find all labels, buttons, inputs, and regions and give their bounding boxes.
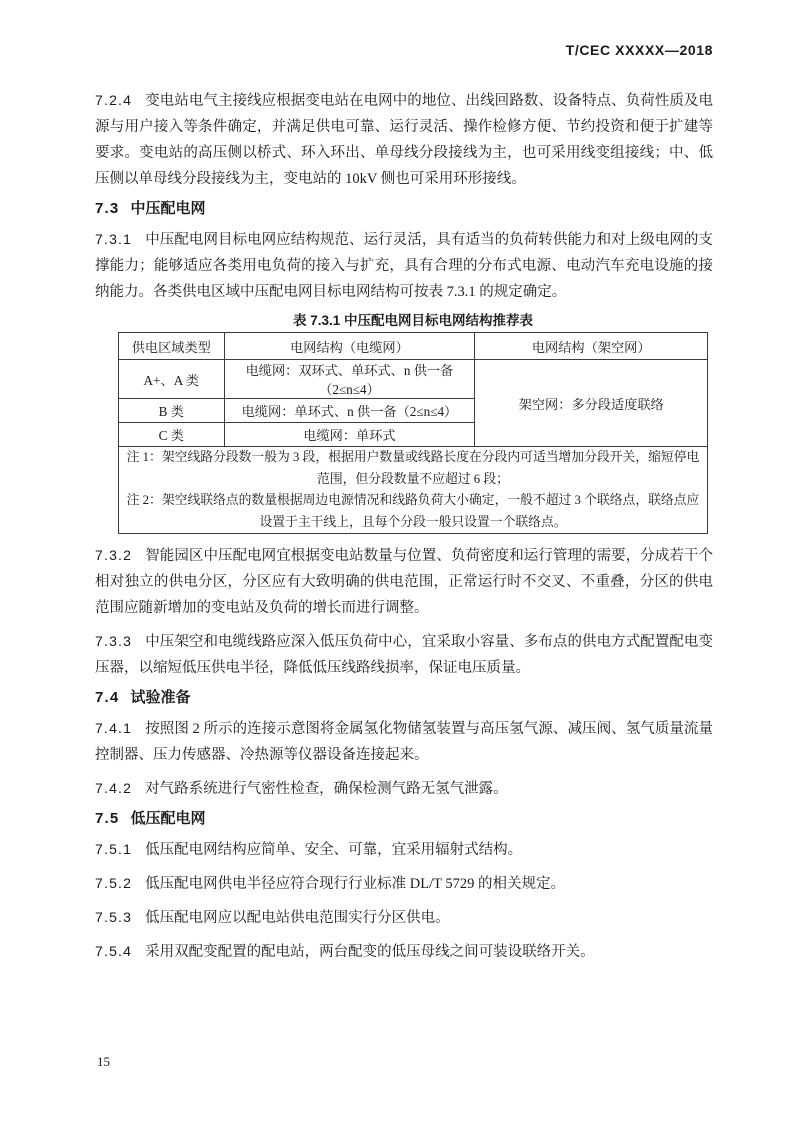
table-notes-cell: [119, 447, 708, 534]
heading-title: 低压配电网: [130, 810, 206, 827]
clause-number: 7.5.1: [95, 841, 133, 857]
clause-7-4-2: [95, 775, 713, 802]
clause-number: 7.4.1: [95, 720, 133, 736]
heading-title: 试验准备: [130, 689, 191, 706]
heading-number: 7.4: [95, 689, 120, 706]
heading-7-5: [95, 809, 713, 829]
table-note-1: 注 1：架空线路分段数一般为 3 段，根据用户数量或线路长度在分段内可适当增加分段开关，缩短停电范围，但分段数量不应超过 6 段；: [126, 450, 700, 486]
clause-7-5-4: [95, 938, 713, 965]
clause-number: 7.5.3: [95, 909, 133, 925]
clause-number: 7.4.2: [95, 780, 133, 796]
table-note-2: 注 2：架空线联络点的数量根据周边电源情况和线路负荷大小确定，一般不超过 3 个联络点，联络点应设置于主干线上，且每个分段一般只设置一个联络点。: [126, 493, 700, 529]
mv-grid-structure-table: [118, 332, 708, 534]
clause-7-5-3: [95, 904, 713, 931]
clause-number: 7.3.3: [95, 633, 133, 649]
table-caption: 表 7.3.1 中压配电网目标电网结构推荐表: [292, 313, 534, 328]
area-type-cell: A+、A 类: [119, 360, 225, 399]
heading-number: 7.5: [95, 810, 120, 827]
clause-7-5-1: [95, 836, 713, 863]
cable-structure-cell: 电缆网：单环式: [224, 423, 475, 447]
clause-number: 7.5.4: [95, 943, 133, 959]
clause-text: 变电站电气主接线应根据变电站在电网中的地位、出线回路数、设备特点、负荷性质及电源与用户接入等条件确定，并满足供电可靠、运行灵活、操作检修方便、节约投资和便于扩建等要求。变电站的高压侧以桥式、环入环出、单母线分段接线为主，也可采用线变组接线；中、低压侧以单母线分段接线为主，变电站的 10kV 侧也可采用环形接线。: [95, 93, 713, 187]
clause-number: 7.3.1: [95, 231, 133, 247]
clause-text: 低压配电网应以配电站供电范围实行分区供电。: [145, 910, 450, 926]
clause-text: 低压配电网结构应简单、安全、可靠，宜采用辐射式结构。: [145, 842, 523, 858]
clause-text: 采用双配变配置的配电站，两台配变的低压母线之间可装设联络开关。: [145, 944, 595, 960]
clause-number: 7.5.2: [95, 875, 133, 891]
table-row: [119, 360, 708, 399]
standard-number: T/CEC XXXXX—2018: [565, 42, 713, 58]
clause-7-3-3: [95, 628, 713, 681]
clause-number: 7.3.2: [95, 547, 133, 563]
page-content: [95, 0, 713, 972]
clause-7-3-1: [95, 226, 713, 305]
table-header-row: [119, 333, 708, 360]
clause-text: 中压架空和电缆线路应深入低压负荷中心，宜采取小容量、多布点的供电方式配置配电变压器，以缩短低压供电半径，降低低压线路线损率，保证电压质量。: [95, 634, 713, 676]
clause-text: 智能园区中压配电网宜根据变电站数量与位置、负荷密度和运行管理的需要，分成若干个相对独立的供电分区，分区应有大致明确的供电范围，正常运行时不交叉、不重叠，分区的供电范围应随新增加的变电站及负荷的增长而进行调整。: [95, 548, 713, 616]
heading-number: 7.3: [95, 200, 120, 217]
clause-text: 按照图 2 所示的连接示意图将金属氢化物储氢装置与高压氢气源、减压阀、氢气质量流量控制器、压力传感器、冷热源等仪器设备连接起来。: [95, 721, 713, 763]
area-type-cell: C 类: [119, 423, 225, 447]
table-notes-row: [119, 447, 708, 534]
cable-structure-cell: 电缆网：单环式、n 供一备（2≤n≤4）: [224, 399, 475, 423]
clause-7-4-1: [95, 715, 713, 768]
clause-number: 7.2.4: [95, 92, 133, 108]
clause-7-5-2: [95, 870, 713, 897]
clause-7-2-4: [95, 87, 713, 192]
column-header-overhead-net: 电网结构（架空网）: [475, 333, 708, 360]
heading-7-4: [95, 688, 713, 708]
clause-text: 对气路系统进行气密性检查，确保检测气路无氢气泄露。: [145, 781, 508, 797]
clause-7-3-2: [95, 542, 713, 621]
clause-text: 中压配电网目标电网应结构规范、运行灵活，具有适当的负荷转供能力和对上级电网的支撑能力；能够适应各类用电负荷的接入与扩充，具有合理的分布式电源、电动汽车充电设施的接纳能力。各类供电区域中压配电网目标电网结构可按表 7.3.1 的规定确定。: [95, 232, 713, 300]
area-type-cell: B 类: [119, 399, 225, 423]
overhead-structure-cell: 架空网：多分段适度联络: [475, 360, 708, 447]
page-number: 15: [97, 1054, 110, 1069]
column-header-cable-net: 电网结构（电缆网）: [224, 333, 475, 360]
heading-title: 中压配电网: [130, 200, 206, 217]
cable-structure-cell: 电缆网：双环式、单环式、n 供一备（2≤n≤4）: [224, 360, 475, 399]
clause-text: 低压配电网供电半径应符合现行行业标准 DL/T 5729 的相关规定。: [145, 876, 565, 892]
column-header-area-type: 供电区域类型: [119, 333, 225, 360]
heading-7-3: [95, 199, 713, 219]
